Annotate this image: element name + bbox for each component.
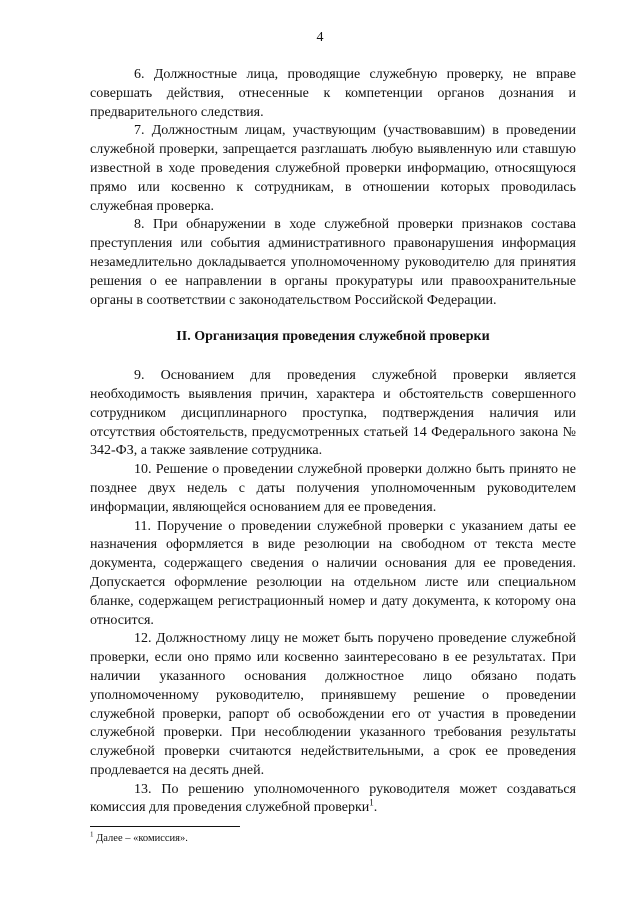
- paragraph-10: 10. Решение о проведении служебной проверки должно быть принято не позднее двух недель с даты получения уполномоченным руководителем информации, являющейся основанием для ее проведения.: [90, 462, 576, 515]
- paragraph-8: 8. При обнаружении в ходе служебной проверки признаков состава преступления или события административного правонарушения информация незамедлительно докладывается уполномоченному руководителю для принятия решения о ее направлении в органы прокуратуры или правоохранительные органы в соответствии с законодательством Российской Федерации.: [90, 217, 576, 308]
- paragraph-13: [90, 781, 576, 819]
- footnote-text: Далее – «комиссия».: [96, 833, 188, 844]
- paragraph-9: 9. Основанием для проведения служебной проверки является необходимость выявления причин, характера и обстоятельств совершенного сотрудником дисциплинарного проступка, подтверждения наличия или отсутствия обстоятельств, предусмотренных статьей 14 Федерального закона № 342-ФЗ, а также заявление сотрудника.: [90, 368, 576, 459]
- paragraph-11: 11. Поручение о проведении служебной проверки с указанием даты ее назначения оформляется в виде резолюции на свободном от текста месте документа, содержащего сведения о наличии основания для ее проведения. Допускается оформление резолюции на отдельном листе или специальном бланке, содержащем регистрационный номер и дату документа, к которому она относится.: [90, 518, 576, 628]
- footnote-reference: 1: [369, 797, 374, 808]
- page-number: 4: [316, 30, 324, 45]
- footnote: [90, 832, 188, 845]
- section-heading: II. Организация проведения служебной проверки: [176, 329, 490, 345]
- paragraph-13-text: 13. По решению уполномоченного руководителя может создаваться комиссия для проведения служебной проверки: [90, 781, 576, 816]
- paragraph-7: 7. Должностным лицам, участвующим (участвовавшим) в проведении служебной проверки, запрещается разглашать любую выявленную или ставшую известной в ходе проведения служебной проверки информацию, относящуюся прямо или косвенно к сотрудникам, в отношении которых проводилась служебная проверка.: [90, 123, 576, 214]
- paragraph-13-end: .: [373, 800, 378, 816]
- footnote-mark: 1: [90, 830, 94, 839]
- document-body: [90, 66, 576, 818]
- paragraph-6: 6. Должностные лица, проводящие служебную проверку, не вправе совершать действия, отнесенные к компетенции органов дознания и предварительного следствия.: [90, 67, 576, 120]
- footnote-divider: [90, 826, 240, 827]
- paragraph-12: 12. Должностному лицу не может быть поручено проведение служебной проверки, если оно прямо или косвенно заинтересовано в ее результатах. При наличии указанного основания должностное лицо обязано подать уполномоченному руководителю, принявшему решение о проведении служебной проверки, рапорт об освобождении его от участия в проведении служебной проверки. При несоблюдении указанного требования результаты служебной проверки считаются недействительными, а срок ее проведения продлевается на десять дней.: [90, 631, 576, 778]
